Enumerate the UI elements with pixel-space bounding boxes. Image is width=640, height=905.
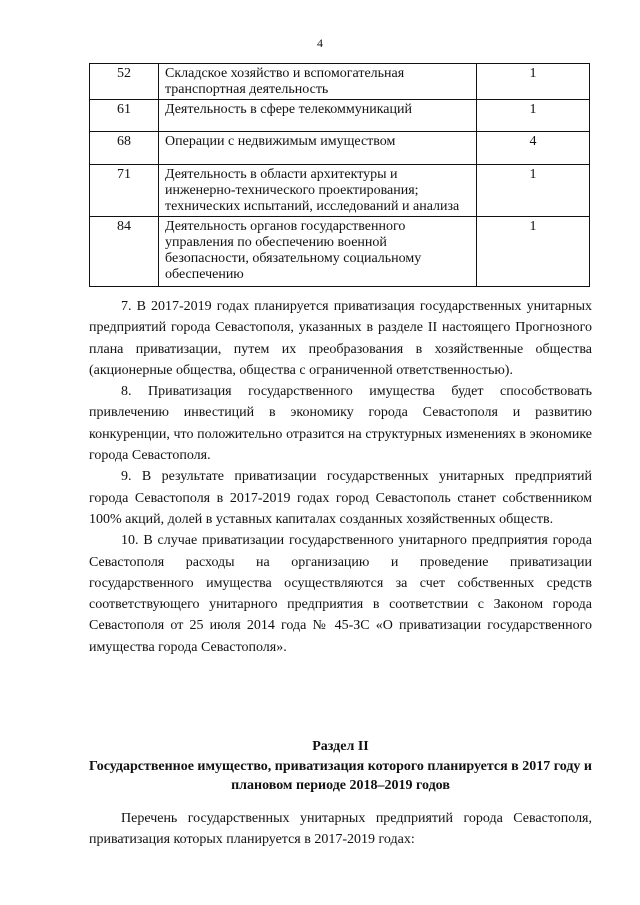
okved-code: 84 [90, 217, 159, 287]
okved-code: 61 [90, 100, 159, 132]
enterprise-count: 1 [477, 217, 590, 287]
table-row [90, 165, 590, 217]
list-intro [89, 808, 592, 850]
paragraph-10: 10. В случае приватизации государственного унитарного предприятия города Севастополя расходы на организацию и проведение приватизации государственного имущества осуществляются за счет собственных средств соответствующего унитарного предприятия в соответствии с Законом города Севастополя от 25 июля 2014 года № 45-ЗС «О приватизации государственного имущества города Севастополя». [89, 533, 592, 655]
body-paragraphs [89, 296, 592, 658]
enterprise-count: 4 [477, 132, 590, 165]
enterprise-count: 1 [477, 165, 590, 217]
activity-name: Складское хозяйство и вспомогательная транспортная деятельность [159, 64, 477, 100]
okved-table [89, 63, 590, 287]
paragraph-8: 8. Приватизация государственного имущества будет способствовать привлечению инвестиций в экономику города Севастополя и развитию конкуренции, что положительно отразится на структурных изменениях в экономике города Севастополя. [89, 384, 592, 464]
activity-name: Деятельность в области архитектуры и инженерно-технического проектирования; технических испытаний, исследований и анализа [159, 165, 477, 217]
table-row [90, 132, 590, 165]
paragraph-7: 7. В 2017-2019 годах планируется приватизация государственных унитарных предприятий города Севастополя, указанных в разделе II настоящего Прогнозного плана приватизации, путем их преобразования в хозяйственные общества (акционерные общества, общества с ограниченной ответственностью). [89, 299, 592, 378]
okved-code: 71 [90, 165, 159, 217]
list-intro-text: Перечень государственных унитарных предприятий города Севастополя, приватизация которых планируется в 2017-2019 годах: [89, 811, 592, 847]
paragraph-9: 9. В результате приватизации государственных унитарных предприятий города Севастополя в 2017-2019 годах город Севастополь станет собственником 100% акций, долей в уставных капиталах созданных хозяйственных обществ. [89, 469, 592, 527]
enterprise-count: 1 [477, 64, 590, 100]
enterprise-count: 1 [477, 100, 590, 132]
activity-name: Деятельность в сфере телекоммуникаций [159, 100, 477, 132]
page-number: 4 [317, 36, 323, 50]
table-row [90, 217, 590, 287]
activity-name: Деятельность органов государственного управления по обеспечению военной безопасности, обязательному социальному обеспечению [159, 217, 477, 287]
activity-name: Операции с недвижимым имуществом [159, 132, 477, 165]
okved-code: 52 [90, 64, 159, 100]
section-title: Государственное имущество, приватизация которого планируется в 2017 году и плановом периоде 2018–2019 годов [89, 759, 592, 793]
table-row [90, 100, 590, 132]
table-row [90, 64, 590, 100]
okved-code: 68 [90, 132, 159, 165]
section-heading: Раздел II [312, 739, 369, 754]
